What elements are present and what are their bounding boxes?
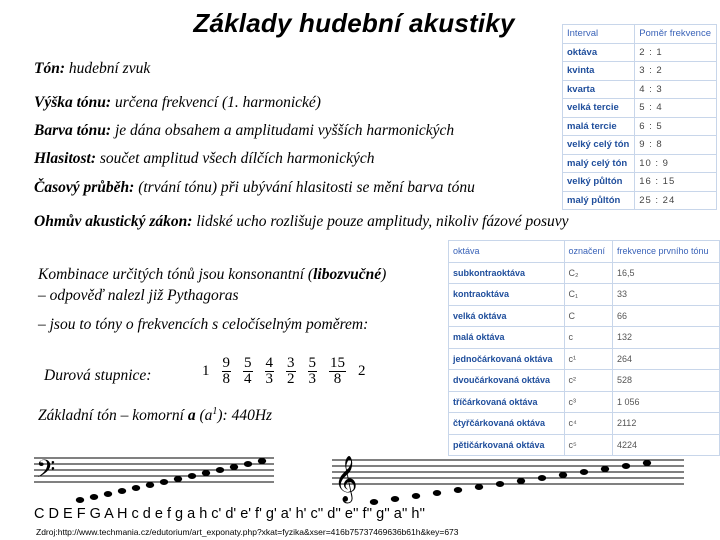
treble-clef-icon: 𝄞 xyxy=(334,456,358,502)
note-head xyxy=(538,475,546,481)
note-head xyxy=(601,466,609,472)
note-head xyxy=(517,478,525,484)
table-row: subkontraoktáva C₂ 16,5 xyxy=(449,262,720,284)
scale-ratios xyxy=(196,356,372,387)
note-names: C D E F G A H c d e f g a h c' d' e' f' g' a' h' c'' d'' e'' f'' g'' a'' h'' xyxy=(34,506,425,522)
table-row: velký půltón 16 : 15 xyxy=(563,173,717,192)
page-title: Základy hudební akustiky xyxy=(193,8,515,38)
interval-header: Interval xyxy=(563,25,635,44)
definition-vyska: Výška tónu: určena frekvencí (1. harmonické) xyxy=(34,94,321,111)
table-row: malá tercie 6 : 5 xyxy=(563,117,717,136)
table-row: kontraoktáva C₁ 33 xyxy=(449,284,720,306)
scale-fraction: $\frac{5}{4}$ xyxy=(244,355,252,387)
note-head xyxy=(433,490,441,496)
note-head xyxy=(391,496,399,502)
note-head xyxy=(202,470,210,476)
scale-fraction: $\frac{15}{8}$ xyxy=(330,355,345,387)
bass-clef-icon: 𝄢 xyxy=(36,455,56,490)
note-head xyxy=(118,488,126,494)
note-head xyxy=(90,494,98,500)
note-head xyxy=(475,484,483,490)
table-row: jednočárkovaná oktáva c¹ 264 xyxy=(449,348,720,370)
note-head xyxy=(104,491,112,497)
octave-table: oktáva označení frekvence prvního tónu subkontraoktáva C₂ 16,5 kontraoktáva C₁ 33 velká oktáva C 66 malá oktáva c 132 jednočárkovaná oktáva c¹ 264 dvoučárkovaná oktáva c² 528 tříčárkovaná oktáva c³ 1 056 čtyřčárkovaná oktáva c⁴ 2112 pětičárkovaná oktáva c⁵ 4224 xyxy=(448,240,720,456)
note-head xyxy=(580,469,588,475)
note-head xyxy=(174,476,182,482)
note-head xyxy=(230,464,238,470)
definition-casovy-prubeh: Časový průběh: (trvání tónu) při ubývání hlasitosti se mění barva tónu xyxy=(34,179,475,196)
ratio-header: Poměr frekvence xyxy=(635,25,717,44)
table-row: velká tercie 5 : 4 xyxy=(563,99,717,118)
note-head xyxy=(370,499,378,505)
scale-label: Durová stupnice: xyxy=(44,367,152,384)
note-head xyxy=(622,463,630,469)
scale-fraction: $\frac{5}{3}$ xyxy=(308,355,316,387)
note-head xyxy=(216,467,224,473)
table-row: kvarta 4 : 3 xyxy=(563,80,717,99)
note-head xyxy=(559,472,567,478)
music-staff xyxy=(34,452,684,508)
definition-ton: Tón: hudební zvuk xyxy=(34,60,151,77)
note-head xyxy=(496,481,504,487)
consonance-line-1: Kombinace určitých tónů jsou konsonantní (libozvučné) xyxy=(38,266,387,283)
table-row: velká oktáva C 66 xyxy=(449,305,720,327)
table-row: kvinta 3 : 2 xyxy=(563,62,717,81)
scale-end: 2 xyxy=(358,363,366,379)
scale-fraction: $\frac{4}{3}$ xyxy=(265,355,273,387)
note-head xyxy=(132,485,140,491)
table-row: velký celý tón 9 : 8 xyxy=(563,136,717,155)
table-row: malá oktáva c 132 xyxy=(449,327,720,349)
definition-ohmuv-zakon: Ohmův akustický zákon: lidské ucho rozlišuje pouze amplitudy, nikoliv fázové posuvy xyxy=(34,213,569,230)
table-row: malý celý tón 10 : 9 xyxy=(563,154,717,173)
note-head xyxy=(454,487,462,493)
table-row: dvoučárkovaná oktáva c² 528 xyxy=(449,370,720,392)
note-head xyxy=(258,458,266,464)
note-head xyxy=(146,482,154,488)
base-tone: Základní tón – komorní a $(a^1)$: 440Hz xyxy=(38,406,273,425)
note-head xyxy=(160,479,168,485)
table-row: oktáva 2 : 1 xyxy=(563,43,717,62)
note-head xyxy=(188,473,196,479)
definition-barva: Barva tónu: je dána obsahem a amplitudami vyšších harmonických xyxy=(34,122,455,139)
table-row: čtyřčárkovaná oktáva c⁴ 2112 xyxy=(449,413,720,435)
note-head xyxy=(643,460,651,466)
scale-fraction: $\frac{3}{2}$ xyxy=(287,355,295,387)
note-head xyxy=(76,497,84,503)
note-head xyxy=(412,493,420,499)
definition-hlasitost: Hlasitost: součet amplitud všech dílčích harmonických xyxy=(34,150,375,167)
interval-table xyxy=(562,24,717,210)
table-row: pětičárkovaná oktáva c⁵ 4224 xyxy=(449,434,720,456)
table-row: malý půltón 25 : 24 xyxy=(563,191,717,210)
scale-fraction: $\frac{9}{8}$ xyxy=(222,355,230,387)
table-row: tříčárkovaná oktáva c³ 1 056 xyxy=(449,391,720,413)
consonance-line-3: – jsou to tóny o frekvencích s celočíselným poměrem: xyxy=(38,316,369,333)
scale-start: 1 xyxy=(202,363,210,379)
note-head xyxy=(244,461,252,467)
source-link[interactable]: Zdroj:http://www.techmania.cz/edutorium/art_exponaty.php?xkat=fyzika&xser=416b75737469636b61h&key=673 xyxy=(36,527,459,537)
consonance-line-2: – odpověď nalezl již Pythagoras xyxy=(38,287,239,304)
